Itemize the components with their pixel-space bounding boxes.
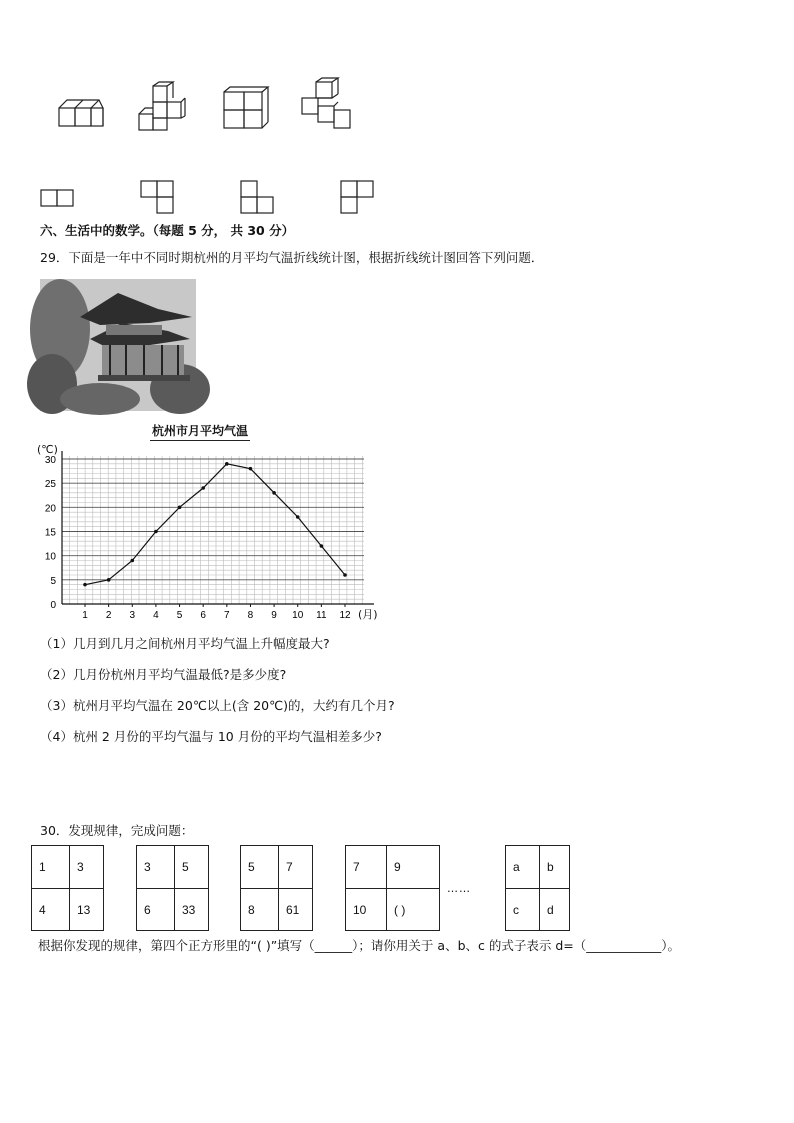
y-tick-label: 5 (50, 575, 56, 587)
question-29-sub1: （1）几月到几月之间杭州月平均气温上升幅度最大? (40, 636, 330, 651)
question-29-sub3: （3）杭州月平均气温在 20℃以上(含 20℃)的，大约有几个月? (40, 698, 395, 713)
pattern-square (345, 845, 440, 931)
question-30-stem: 30．发现规律，完成问题： (40, 823, 194, 838)
x-tick-label: 10 (292, 610, 304, 621)
x-tick-label: 9 (271, 610, 277, 621)
y-tick-label: 20 (44, 503, 56, 515)
question-29-sub2: （2）几月份杭州月平均气温最低?是多少度? (40, 667, 287, 682)
cube-solid-3-icon (220, 82, 275, 137)
square-cell-d: 33 (182, 903, 196, 917)
data-point (225, 462, 229, 466)
square-cell-a: 5 (248, 860, 255, 874)
data-point (154, 530, 158, 534)
section-title: 六、生活中的数学。（每题 5 分， 共 30 分） (40, 223, 295, 238)
y-tick-label: 30 (44, 455, 56, 466)
pattern-square (31, 845, 104, 931)
view-shape-4-icon (340, 180, 380, 220)
square-cell-b: 3 (77, 860, 84, 874)
square-cell-c: 6 (144, 903, 151, 917)
pattern-square (240, 845, 313, 931)
data-point (272, 491, 276, 495)
square-cell-d: 61 (286, 903, 300, 917)
cube-solid-1-icon (55, 90, 115, 140)
x-tick-label: 11 (316, 610, 327, 621)
square-cell-b: 9 (394, 860, 401, 874)
x-tick-label: 4 (153, 610, 159, 621)
question-30-answer-line: 根据你发现的规律，第四个正方形里的“( )”填写（______）；请你用关于 a、b、c 的式子表示 d=（____________）。 (38, 938, 680, 953)
view-shape-2-icon (140, 180, 180, 220)
x-tick-label: 3 (129, 610, 136, 621)
data-point (343, 573, 347, 577)
cube-solid-2-icon (135, 80, 190, 135)
y-tick-label: 10 (44, 551, 56, 563)
x-tick-label: 12 (339, 610, 351, 621)
data-point (107, 578, 111, 582)
question-29-stem: 29．下面是一年中不同时期杭州的月平均气温折线统计图，根据折线统计图回答下列问题． (40, 250, 544, 265)
square-divider-h (137, 888, 208, 889)
data-point (201, 486, 205, 490)
square-cell-c: c (513, 903, 519, 917)
square-cell-b: 5 (182, 860, 189, 874)
data-point (296, 515, 300, 519)
y-tick-label: 25 (44, 479, 56, 491)
square-cell-a: 3 (144, 860, 151, 874)
square-cell-a: 1 (39, 860, 46, 874)
square-cell-a: a (513, 860, 520, 874)
y-axis-unit: (℃) (37, 443, 58, 456)
square-divider-h (241, 888, 312, 889)
cube-solid-4-icon (298, 76, 358, 136)
x-tick-label: 7 (224, 610, 230, 621)
series-line (85, 464, 345, 585)
square-cell-c: 10 (353, 903, 367, 917)
pavilion-photo (40, 279, 196, 411)
pattern-square (136, 845, 209, 931)
square-divider-h (506, 888, 569, 889)
x-tick-label: 1 (82, 610, 88, 621)
data-point (249, 467, 253, 471)
square-cell-b: b (547, 860, 554, 874)
question-29-sub4: （4）杭州 2 月份的平均气温与 10 月份的平均气温相差多少? (40, 729, 382, 744)
x-tick-label: 5 (176, 610, 183, 621)
square-cell-c: 8 (248, 903, 255, 917)
ellipsis: …… (447, 882, 471, 895)
square-cell-a: 7 (353, 860, 360, 874)
square-divider-h (346, 888, 439, 889)
square-cell-b: 7 (286, 860, 293, 874)
y-tick-label: 0 (50, 600, 56, 611)
view-shape-3-icon (240, 180, 280, 220)
x-tick-label: 8 (247, 610, 254, 621)
data-point (178, 506, 182, 510)
square-cell-d: ( ) (394, 903, 406, 917)
data-point (130, 559, 134, 563)
square-cell-c: 4 (39, 903, 46, 917)
data-point (83, 583, 87, 587)
x-axis-unit: (月) (358, 608, 378, 621)
view-shape-1-icon (40, 188, 80, 208)
data-point (320, 544, 324, 548)
square-cell-d: 13 (77, 903, 91, 917)
x-tick-label: 6 (200, 610, 206, 621)
square-divider-h (32, 888, 103, 889)
pattern-square (505, 845, 570, 931)
chart-title: 杭州市月平均气温 (150, 422, 250, 441)
y-tick-label: 15 (44, 527, 56, 539)
x-tick-label: 2 (105, 610, 112, 621)
square-cell-d: d (547, 903, 554, 917)
